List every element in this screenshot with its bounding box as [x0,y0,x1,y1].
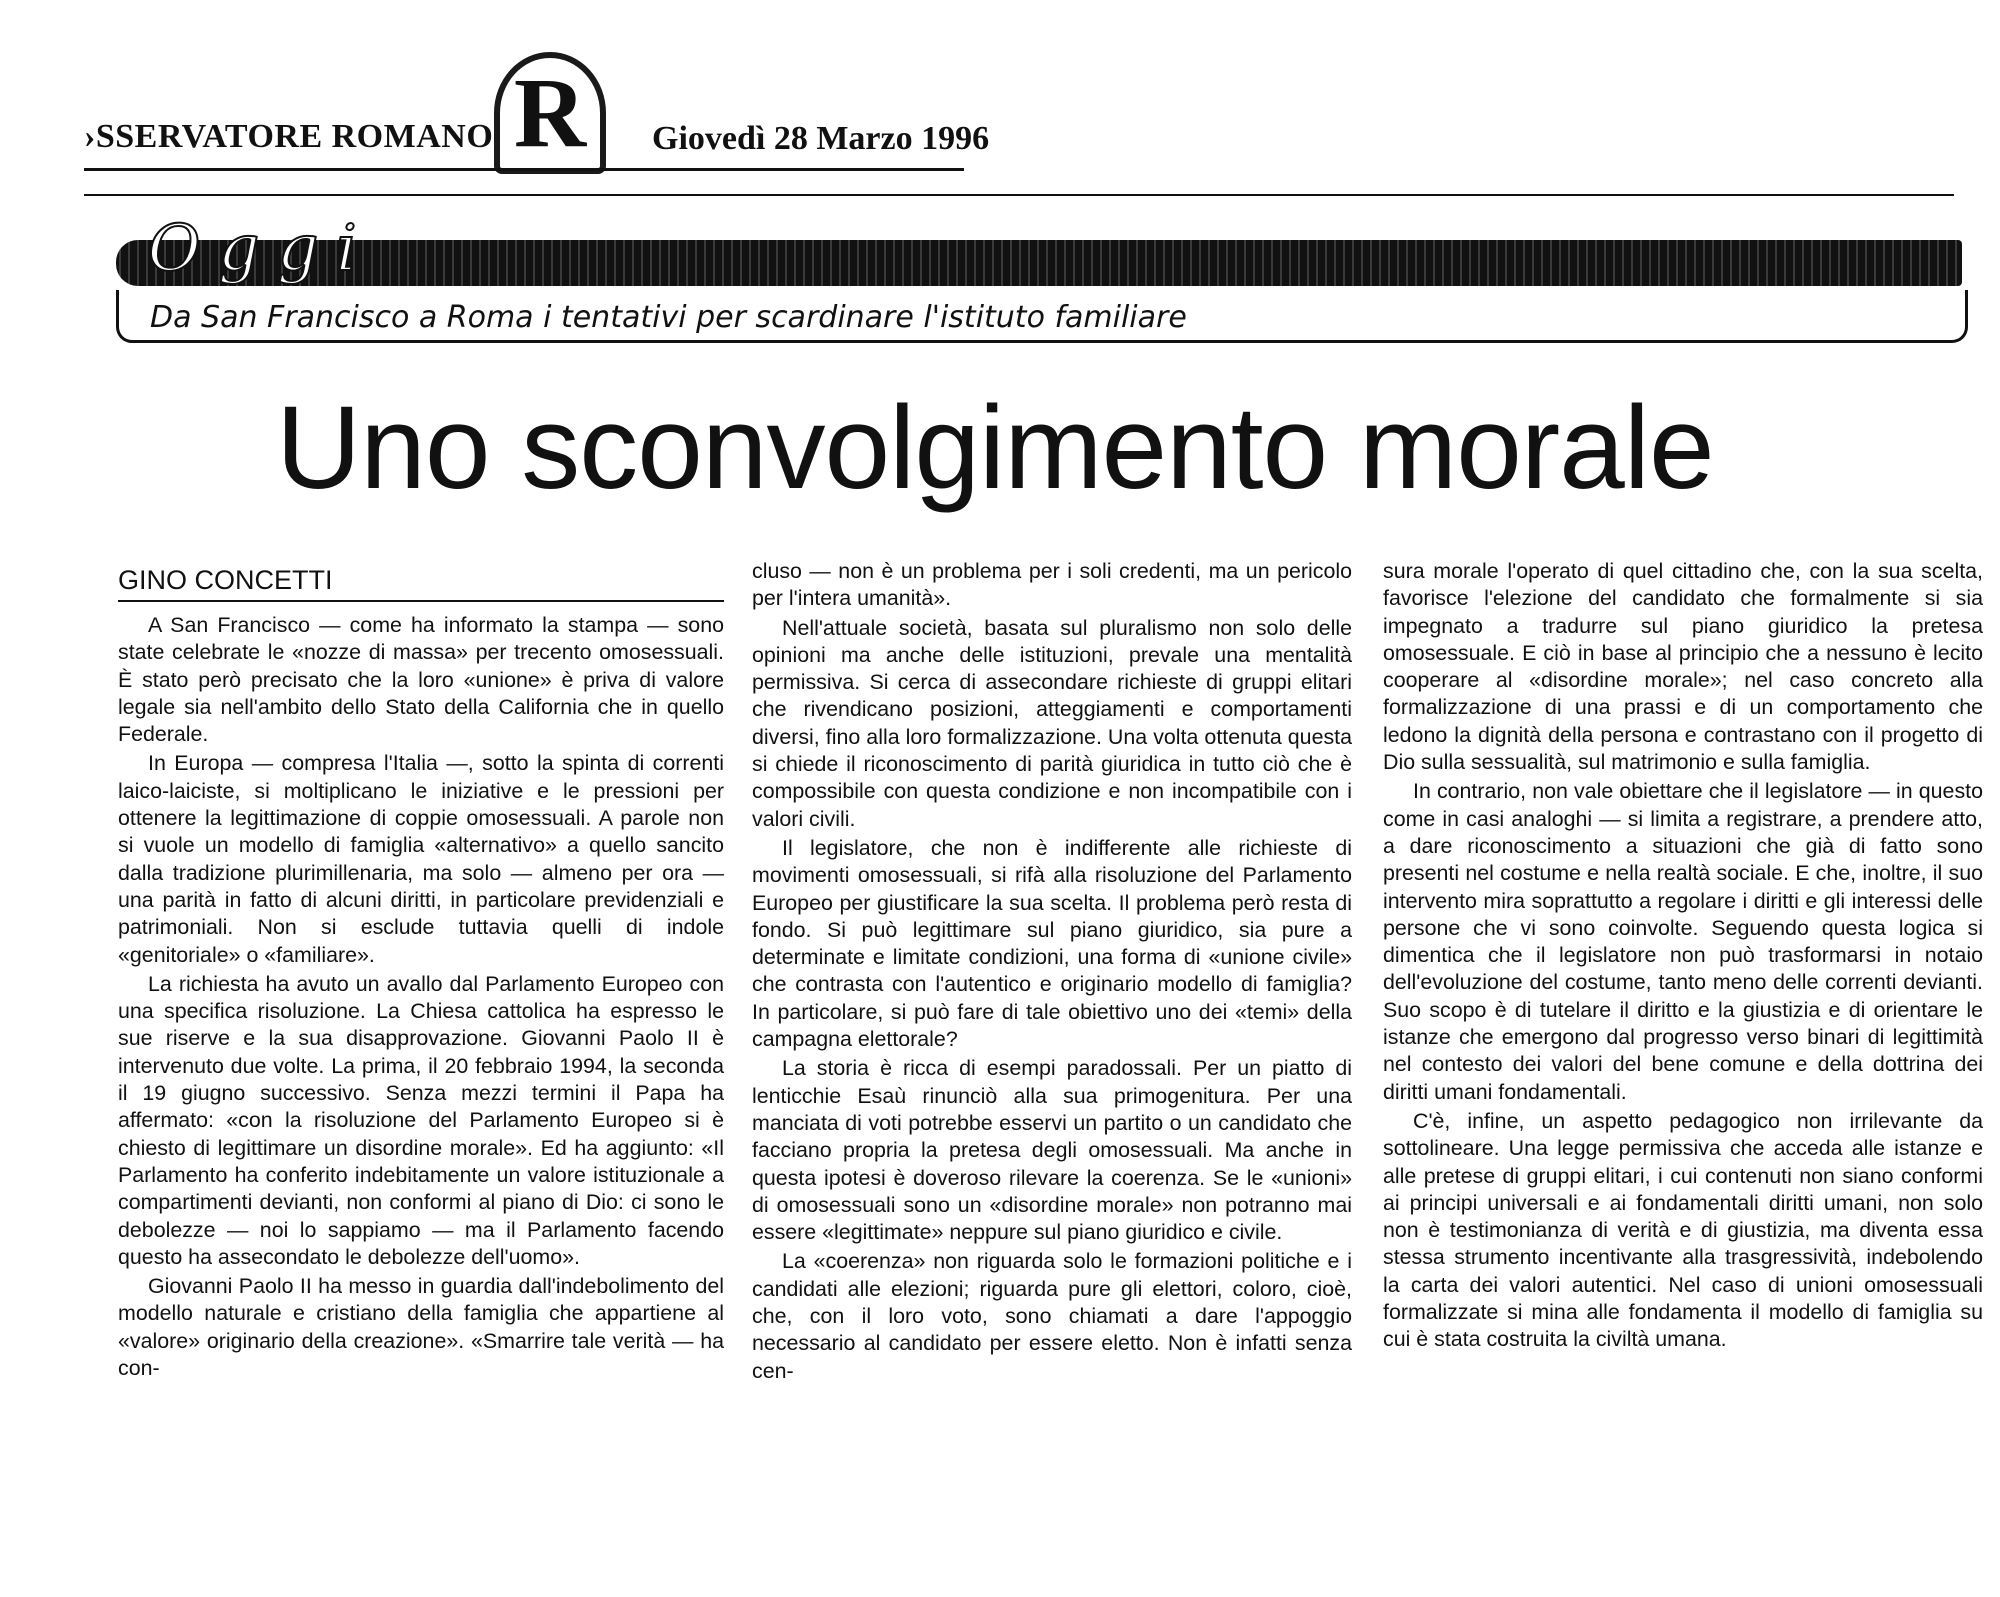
article-column-2 [752,558,1352,1385]
paragraph: Giovanni Paolo II ha messo in guardia dall'indebolimento del modello naturale e cristiano della famiglia che appartiene al «valore» originario della creazione». «Smarrire tale verità — ha con- [118,1274,724,1381]
byline-rule [118,600,724,602]
logo-letter: R [513,57,587,168]
newspaper-logo [494,52,606,174]
kicker-subtitle: Da San Francisco a Roma i tentativi per scardinare l'istituto familiare [150,300,1187,335]
section-band [116,240,1962,286]
masthead-rule-long [84,194,1954,196]
paragraph: C'è, infine, un aspetto pedagogico non irrilevante da sottolineare. Una legge permissiva che acceda alle istanze e alle pretese di gruppi elitari, i cui contenuti non siano conformi ai principi universali e ai fondamentali diritti umani, non solo non è testimonianza di verità e di giustizia, ma diventa essa stessa strumento incentivante alla trasgressività, indebolendo la carta dei valori autentici. Nel caso di unioni omosessuali formalizzate si mina alle fondamenta il modello di famiglia su cui è stata costruita la civiltà umana. [1383,1108,1983,1352]
masthead-paper-name: ›SSERVATORE ROMANO [84,118,494,155]
masthead-rule [84,168,964,171]
paragraph: La storia è ricca di esempi paradossali. Per un piatto di lenticchie Esaù rinunciò alla sua primogenitura. Per una manciata di voti potrebbe esservi un partito o un candidato che facciano propria la pretesa degli omosessuali. Ma anche in questa ipotesi è doveroso rilevare la coerenza. Se le «unioni» di omosessuali sono un «disordine morale» non potranno mai essere «legittimate» neppure sul piano giuridico e civile. [752,1056,1352,1245]
paragraph: sura morale l'operato di quel cittadino che, con la sua scelta, favorisce l'elezione del candidato che formalmente si sia impegnato a tradurre sul piano giuridico la pretesa omosessuale. E ciò in base al principio che a nessuno è lecito cooperare al «disordine morale»; nel caso concreto alla formalizzazione di una prassi e di un comportamento che ledono la dignità della persona e contrastano con il progetto di Dio sulla sessualità, sul matrimonio e sulla famiglia. [1383,559,1983,775]
paragraph: La richiesta ha avuto un avallo dal Parlamento Europeo con una specifica risoluzione. La Chiesa cattolica ha espresso le sue riserve e la sua disapprovazione. Giovanni Paolo II è intervenuto due volte. La prima, il 20 febbraio 1994, la seconda il 19 giugno successivo. Senza mezzi termini il Papa ha affermato: «con la risoluzione del Parlamento Europeo si è chiesto di legittimare un disordine morale». Ed ha aggiunto: «Il Parlamento ha conferito indebitamente un valore istituzionale a compartimenti devianti, non conformi al piano di Dio: ci sono le debolezze — noi lo sappiamo — ma il Parlamento facendo questo ha assecondato le debolezze dell'uomo». [118,971,724,1269]
paragraph: In contrario, non vale obiettare che il legislatore — in questo come in casi analoghi — si limita a registrare, a prendere atto, a dare riconoscimento a situazioni che già di fatto sono presenti nel costume e nella realtà sociale. E che, inoltre, il suo intervento mira soprattutto a regolare i diritti e gli interessi delle persone che vi sono coinvolte. Seguendo questa logica si dimentica che il legislatore non può trasformarsi in notaio dell'evoluzione del costume, tanto meno delle correnti devianti. Suo scopo è di tutelare il diritto e la giustizia e di orientare le istanze che emergono dal progresso verso binari di legittimità nel contesto dei valori del bene comune e della dottrina dei diritti umani fondamentali. [1383,779,1983,1104]
paragraph: Nell'attuale società, basata sul pluralismo non solo delle opinioni ma anche delle istituzioni, prevale una mentalità permissiva. Si cerca di assecondare richieste di gruppi elitari che rivendicano posizioni, atteggiamenti e comportamenti diversi, fino alla loro formalizzazione. Una volta ottenuta questa si chiede il riconoscimento di parità giuridica in tutto ciò che è compossibile con questa condizione e non incompatibile con i valori civili. [752,615,1352,831]
article-column-3 [1383,558,1983,1354]
paragraph: A San Francisco — come ha informato la stampa — sono state celebrate le «nozze di massa» per trecento omosessuali. È stato però precisato che la loro «unione» è priva di valore legale sia nell'ambito dello Stato della California che in quello Federale. [118,613,724,747]
section-label: Oggi [148,212,375,286]
issue-date: Giovedì 28 Marzo 1996 [652,120,990,157]
paragraph: In Europa — compresa l'Italia —, sotto la spinta di correnti laico-laiciste, si moltiplicano le iniziative e le pressioni per ottenere la legittimazione di coppie omosessuali. A parole non si vuole un modello di famiglia «alternativo» a quello sancito dalla tradizione plurimillenaria, ma solo — almeno per ora — una parità in fatto di alcuni diritti, in particolare previdenziali e patrimoniali. Non si esclude tuttavia quelli di indole «genitoriale» o «familiare». [118,751,724,967]
paragraph: Il legislatore, che non è indifferente alle richieste di movimenti omosessuali, si rifà alla risoluzione del Parlamento Europeo per giustificare la sua scelta. Il problema però resta di fondo. Si può legittimare sul piano giuridico, sia pure a determinate e limitate condizioni, una forma di «unione civile» che contrasta con l'autentico e originario modello di famiglia? In particolare, si può fare di tale obiettivo uno dei «temi» della campagna elettorale? [752,835,1352,1052]
byline: GINO CONCETTI [118,565,333,595]
paragraph: cluso — non è un problema per i soli credenti, ma un pericolo per l'intera umanità». [752,559,1352,611]
paragraph: La «coerenza» non riguarda solo le formazioni politiche e i candidati alle elezioni; riguarda pure gli elettori, coloro, cioè, che, con il loro voto, sono chiamati a dare l'appoggio necessario al candidato per essere eletto. Non è infatti senza cen- [752,1249,1352,1383]
article-column-1 [118,612,724,1382]
article-headline: Uno sconvolgimento morale [276,382,1714,514]
